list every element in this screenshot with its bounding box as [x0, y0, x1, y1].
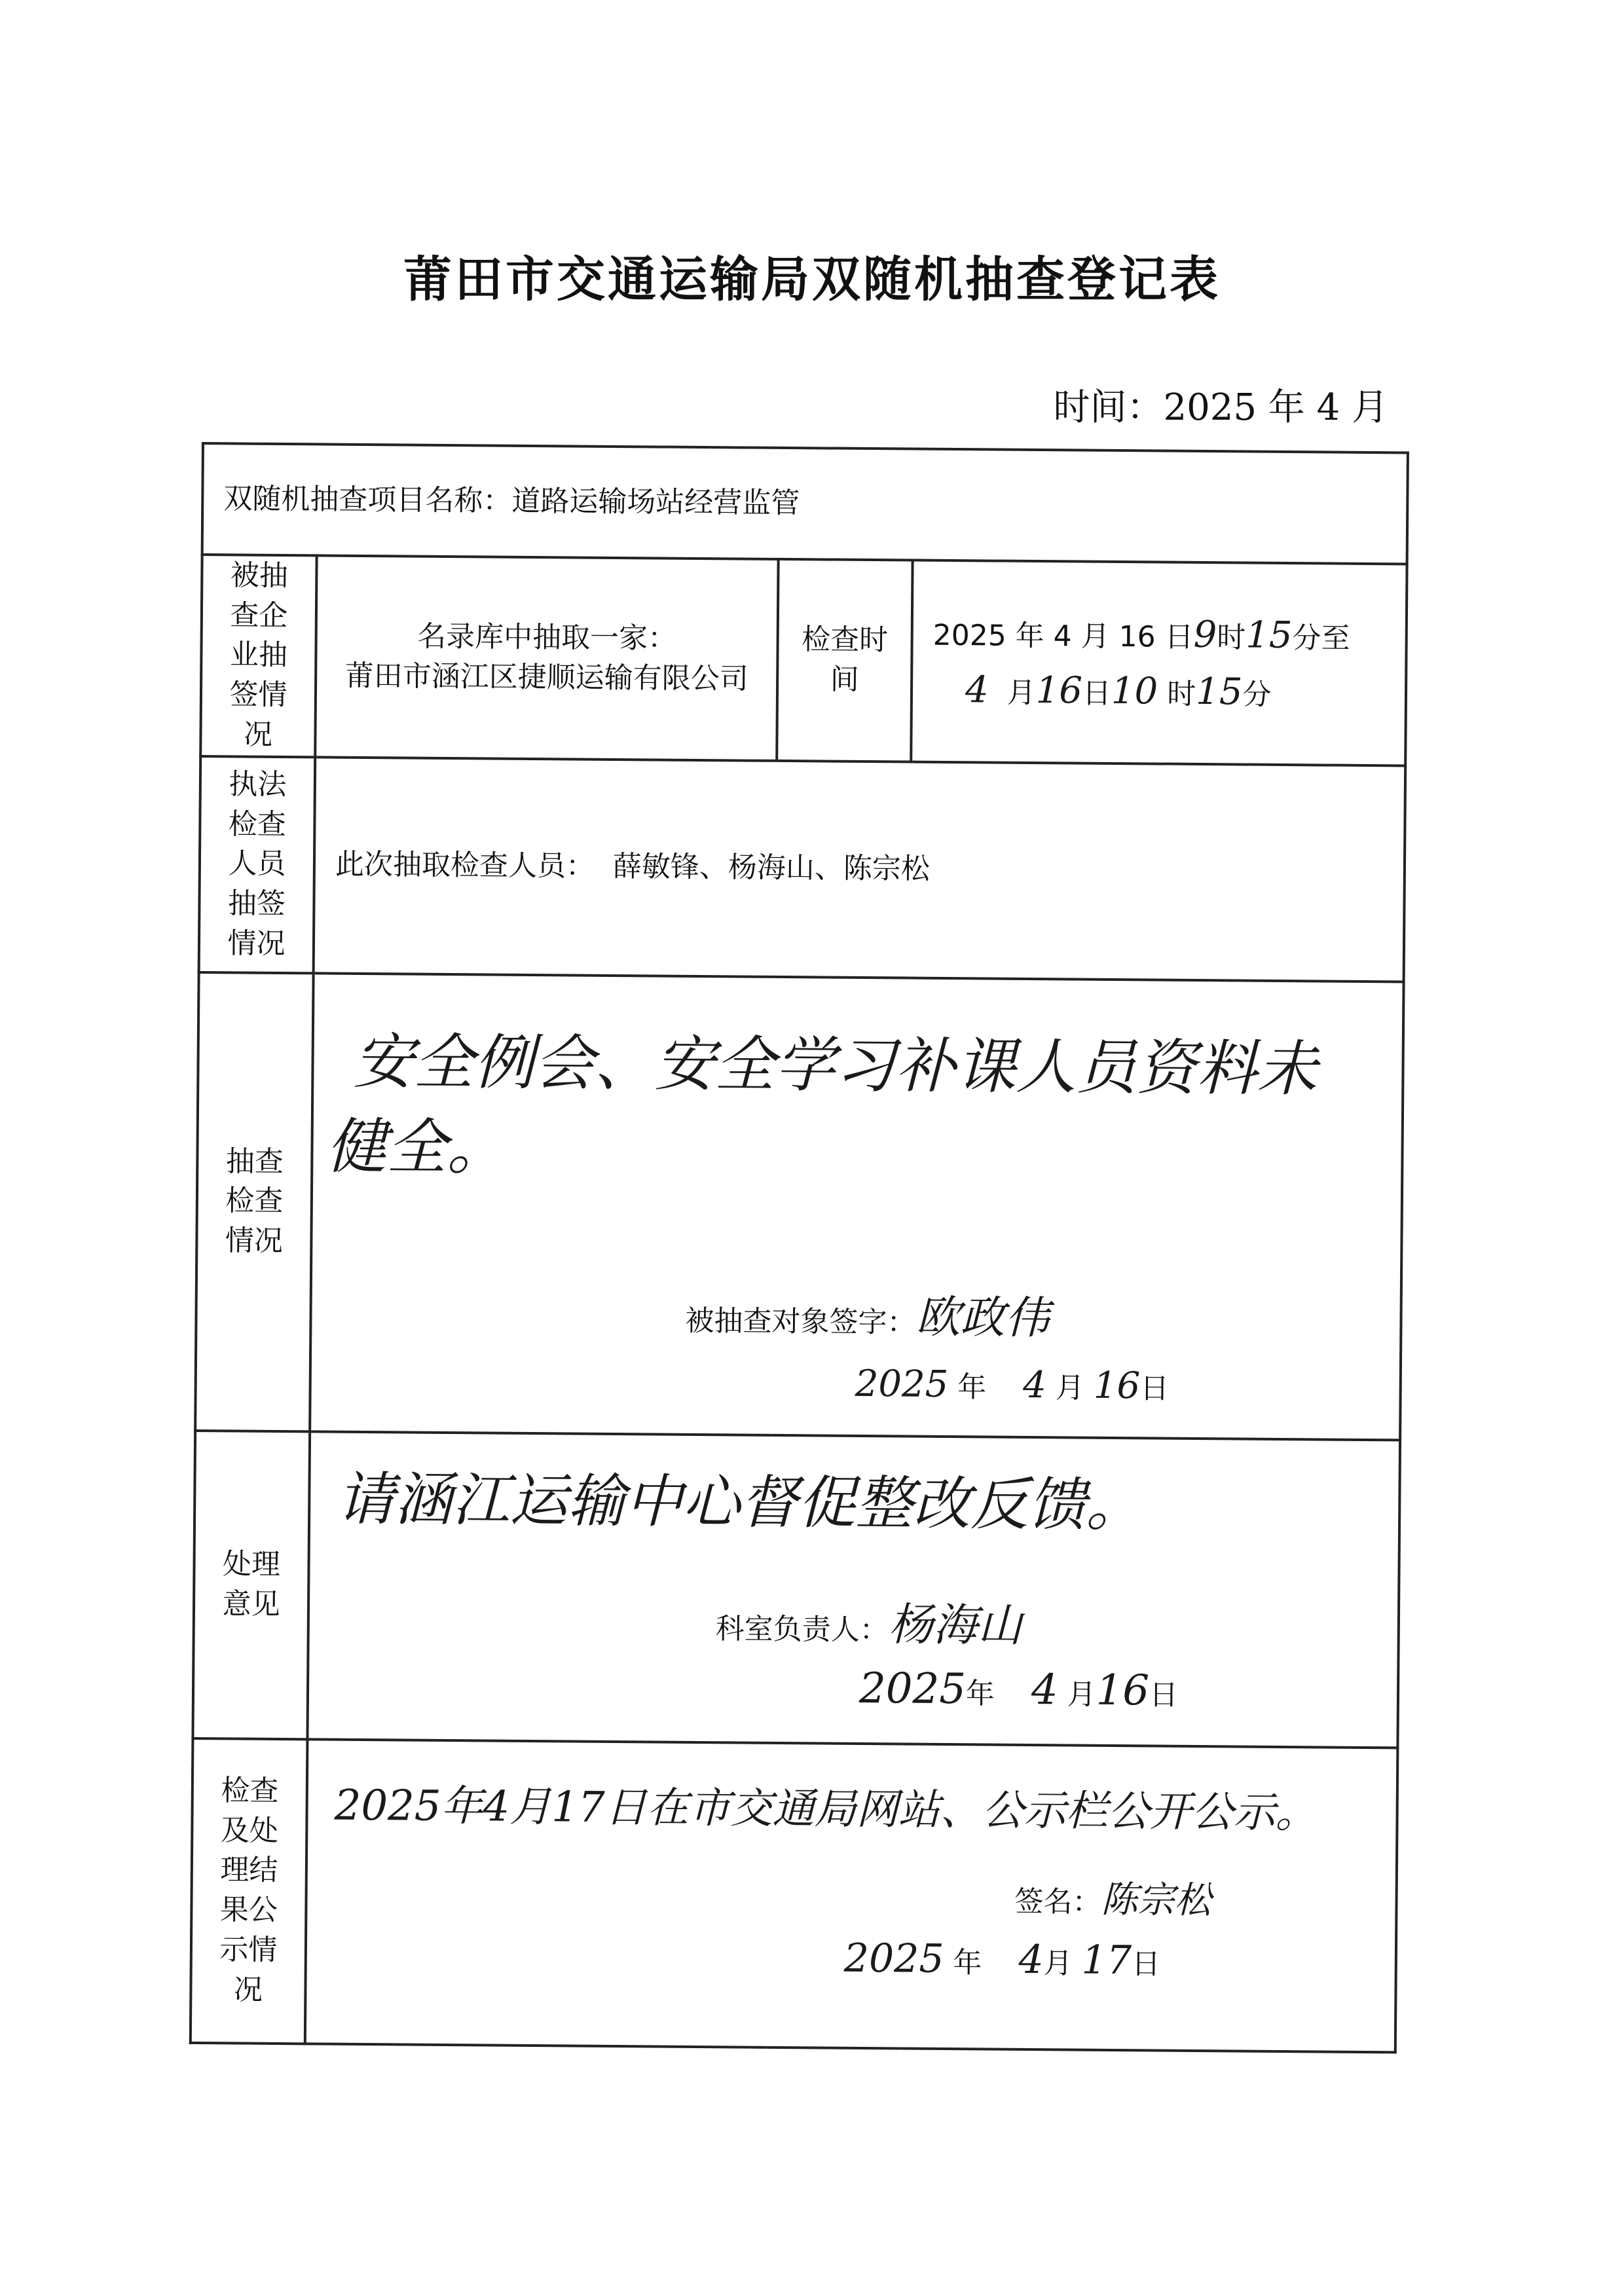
project-row — [202, 443, 1408, 564]
publicity-date: 2025 年 4月 17日 — [843, 1935, 1161, 1983]
registration-form — [189, 442, 1407, 2046]
publicity-cell — [305, 1739, 1398, 2052]
findings-label: 抽查检查情况 — [195, 972, 313, 1431]
findings-date: 2025 年 4 月 16日 — [855, 1362, 1170, 1407]
date-label: 时间： — [1053, 386, 1164, 429]
publicity-sign-label: 签名： — [1014, 1884, 1101, 1919]
publicity-signature: 陈宗松 — [1101, 1878, 1211, 1922]
project-cell — [202, 443, 1408, 564]
handling-date: 2025年 4 月16日 — [858, 1664, 1179, 1716]
inspectors-label: 执法检查人员抽签情况 — [199, 756, 316, 973]
publicity-label: 检查及处理结果公示情况 — [191, 1738, 308, 2044]
findings-cell — [310, 973, 1403, 1440]
enterprise-label: 被抽查企业抽签情况 — [200, 555, 316, 757]
handling-cell — [307, 1431, 1400, 1748]
enterprise-row — [200, 555, 1407, 765]
enterprise-line2: 莆田市涵江区捷顺运输有限公司 — [344, 659, 748, 696]
hand-min1: 15 — [1246, 614, 1293, 657]
project-label: 双随机抽查项目名称： — [223, 481, 512, 518]
inspection-time-value — [911, 560, 1407, 766]
inspection-time-start: 2025 年 4 月 16 日9时15分至 — [932, 613, 1350, 657]
findings-sign-line — [685, 1285, 1050, 1349]
publicity-sign-line — [1014, 1873, 1211, 1926]
findings-sign-label: 被抽查对象签字： — [685, 1304, 916, 1340]
findings-row — [195, 972, 1403, 1440]
findings-hand-line2: 健全。 — [326, 1111, 507, 1183]
findings-signature: 欧政伟 — [915, 1291, 1050, 1344]
inspectors-row — [199, 756, 1406, 982]
publicity-handwritten: 2025年4月17日在市交通局网站、公示栏公开公示。 — [334, 1781, 1318, 1838]
registration-table — [189, 442, 1409, 2053]
enterprise-value — [315, 555, 778, 760]
inspection-time-end: 4 月16日10 时15分 — [965, 668, 1272, 714]
handling-signature: 杨海山 — [888, 1598, 1023, 1652]
handling-row — [193, 1431, 1400, 1748]
publicity-row — [191, 1738, 1398, 2052]
inspectors-value: 此次抽取检查人员： 薛敏锋、杨海山、陈宗松 — [314, 757, 1406, 982]
findings-hand-line1: 安全例会、安全学习补课人员资料未 — [353, 1026, 1318, 1105]
handling-label: 处理意见 — [193, 1431, 310, 1739]
date-line — [1053, 378, 1388, 431]
enterprise-line1: 名录库中抽取一家： — [416, 619, 677, 655]
inspection-time-label: 检查时间 — [777, 559, 912, 762]
handling-sign-line — [715, 1593, 1022, 1657]
project-value: 道路运输场站经营监管 — [511, 484, 800, 520]
date-value: 2025 年 4 月 — [1163, 386, 1388, 429]
hand-hour1: 9 — [1193, 613, 1217, 656]
handling-handwritten: 请涵江运输中心督促整改反馈。 — [336, 1465, 1144, 1539]
document-title: 莆田市交通运输局双随机抽查登记表 — [403, 251, 1221, 308]
handling-sign-label: 科室负责人： — [715, 1611, 889, 1647]
